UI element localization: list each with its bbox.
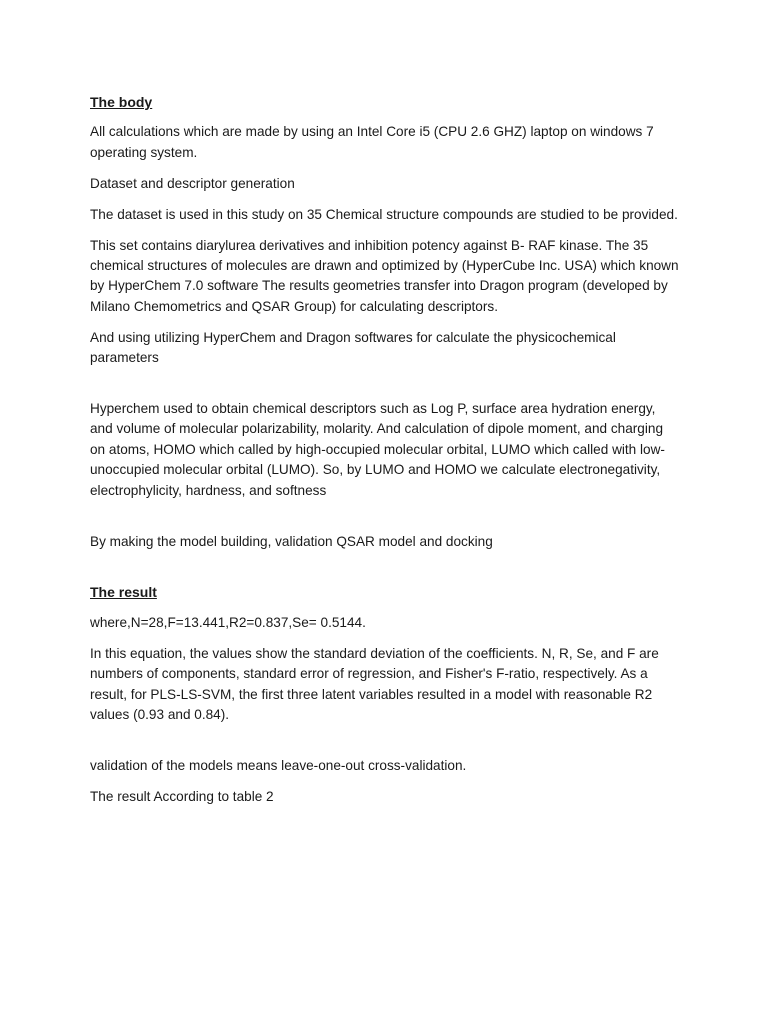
paragraph-dataset: The dataset is used in this study on 35 Chemical structure compounds are studied to be provided. [90,206,678,222]
paragraph-softwares: And using utilizing HyperChem and Dragon softwares for calculate the physicochemical parameters [90,329,616,366]
document-page [90,92,680,818]
blank-line [90,562,680,582]
paragraph-calculations: All calculations which are made by using an Intel Core i5 (CPU 2.6 GHZ) laptop on windows 7 operating system. [90,124,654,160]
blank-line [90,736,680,756]
section-heading-result: The result [90,584,157,601]
blank-line [90,512,680,532]
paragraph-equation-explanation: In this equation, the values show the standard deviation of the coefficients. N, R, Se, and F are numbers of components, standard error of regression, and Fisher's F-ratio, respectively. As a result, for PLS-LS-SVM, the first three latent variables resulted in a model with reasonable R2 values (0.93 and 0.84). [90,645,659,722]
paragraph-set-contains: This set contains diarylurea derivatives and inhibition potency against B- RAF kinase. The 35 chemical structures of molecules are drawn and optimized by (HyperCube Inc. USA) which known by HyperChem 7.0 software The results geometries transfer into Dragon program (developed by Milano Chemometrics and QSAR Group) for calculating descriptors. [90,237,679,314]
paragraph-dataset-title: Dataset and descriptor generation [90,175,295,191]
section-heading-body: The body [90,94,153,110]
paragraph-equation-values: where,N=28,F=13.441,R2=0.837,Se= 0.5144. [90,614,366,630]
paragraph-model-building: By making the model building, validation QSAR model and docking [90,533,493,549]
paragraph-hyperchem: Hyperchem used to obtain chemical descriptors such as Log P, surface area hydration energy, and volume of molecular polarizability, molarity. And calculation of dipole moment, and charging on atoms, HOMO which called by high-occupied molecular orbital, LUMO which called with low- unoccupied molecular orbital (LUMO). So, by LUMO and HOMO we calculate electronegativity, electrophylicity, hardness, and softness [90,400,665,498]
blank-line [90,379,680,399]
paragraph-validation: validation of the models means leave-one-out cross-validation. [90,757,467,773]
paragraph-table-reference: The result According to table 2 [90,788,274,804]
